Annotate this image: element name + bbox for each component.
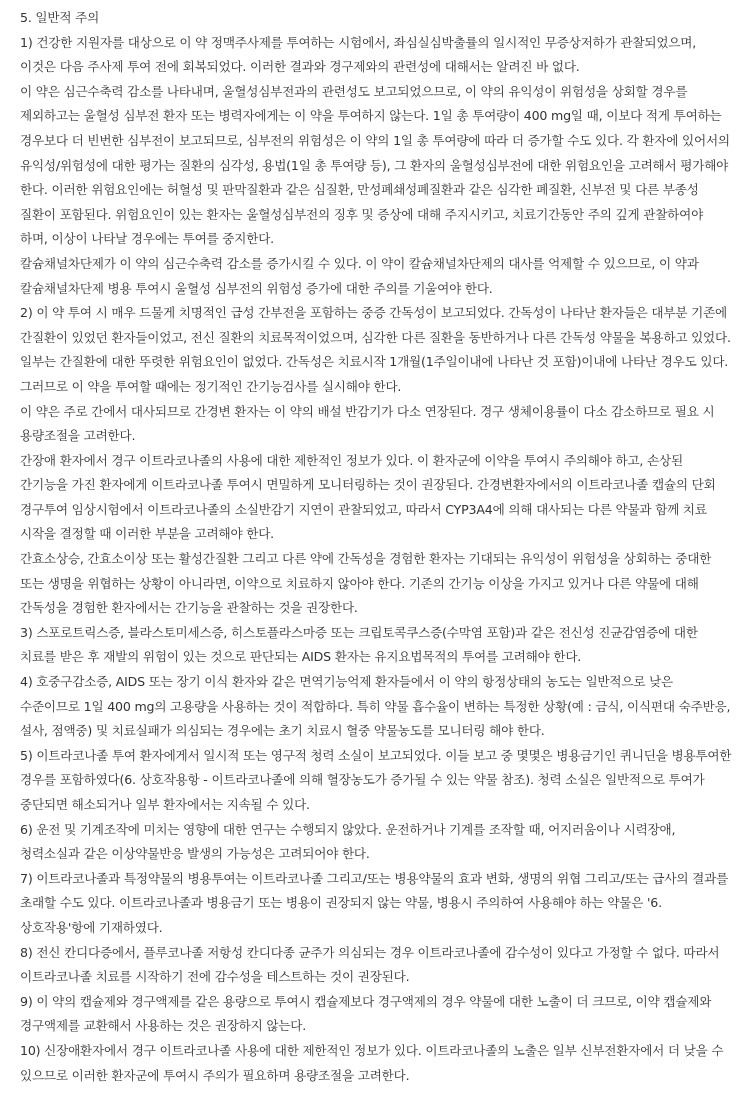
paragraph-10: 10) 신장애환자에서 경구 이트라코나졸 사용에 대한 제한적인 정보가 있다. 이트라코나졸의 노출은 일부 신부전환자에서 더 낮을 수 있으므로 이러한 환자군에 투여시 주의가 필요하며 용량조절을 고려한다. bbox=[20, 1042, 724, 1083]
paragraph-3: 3) 스포로트릭스증, 블라스토미세스증, 히스토플라스마증 또는 크립토콕쿠스증(수막염 포함)과 같은 전신성 진균감염증에 대한 치료를 받은 후 재발의 위험이 있는 것으로 판단되는 AIDS 환자는 유지요법목적의 투여를 고려해야 한다. bbox=[20, 624, 698, 665]
paragraph-2: 2) 이 약 투여 시 매우 드물게 치명적인 급성 간부전을 포함하는 중증 간독성이 보고되었다. 간독성이 나타난 환자들은 대부분 기존에 간질환이 있었던 환자들이었고, 전신 질환의 치료목적이었으며, 심각한 다른 질환을 동반하거나 다른 간독성 약물을 복용하고 있었다. 일부는 간질환에 대한 뚜렷한 위험요인이 없었다. 간독성은 치료시작 1개월(1주일이내에 나타난 것 포함)이내에 나타난 경우도 있다. 그러므로 이 약을 투여할 때에는 정기적인 간기능검사를 실시해야 한다. bbox=[20, 305, 731, 394]
paragraph-liver-enzymes: 간효소상승, 간효소이상 또는 활성간질환 그리고 다른 약에 간독성을 경험한 환자는 기대되는 유익성이 위험성을 상회하는 중대한 또는 생명을 위협하는 상황이 아니라면, 이약으로 치료하지 않아야 한다. 기존의 간기능 이상을 가지고 있거나 다른 약물에 대해 간독성을 경험한 환자에서는 간기능을 관찰하는 것을 권장한다. bbox=[20, 551, 712, 616]
paragraph-5: 5) 이트라코나졸 투여 환자에게서 일시적 또는 영구적 청력 소실이 보고되었다. 이들 보고 중 몇몇은 병용금기인 퀴니딘을 병용투여한 경우를 포함하였다(6. 상호작용항 - 이트라코나졸에 의해 혈장농도가 증가될 수 있는 약물 참조). 청력 소실은 일반적으로 투여가 중단되면 해소되거나 일부 환자에서는 지속될 수 있다. bbox=[20, 747, 732, 812]
paragraph-liver-metabolism: 이 약은 주로 간에서 대사되므로 간경변 환자는 이 약의 배설 반감기가 다소 연장된다. 경구 생체이용률이 다소 감소하므로 필요 시 용량조절을 고려한다. bbox=[20, 403, 715, 444]
paragraph-heart-failure: 이 약은 심근수축력 감소를 나타내며, 울혈성심부전과의 관련성도 보고되었으므로, 이 약의 유익성이 위험성을 상회할 경우를 제외하고는 울혈성 심부전 환자 또는 병력자에게는 이 약을 투여하지 않는다. 1일 총 투여량이 400 mg일 때, 이보다 적게 투여하는 경우보다 더 빈번한 심부전이 보고되므로, 심부전의 위험성은 이 약의 1일 총 투여량에 따라 더 증가할 수도 있다. 각 환자에 있어서의 유익성/위험성에 대한 평가는 질환의 심각성, 용법(1일 총 투여량 등), 그 환자의 울혈성심부전에 대한 위험요인을 고려해서 평가해야 한다. 이러한 위험요인에는 허혈성 및 판막질환과 같은 심질환, 만성폐쇄성폐질환과 같은 심각한 폐질환, 신부전 및 다른 부종성 질환이 포함된다. 위험요인이 있는 환자는 울혈성심부전의 징후 및 증상에 대해 주지시키고, 치료기간동안 주의 깊게 관찰하여야 하며, 이상이 나타날 경우에는 투여를 중지한다. bbox=[20, 83, 730, 247]
paragraph-8: 8) 전신 칸디다증에서, 플루코나졸 저항성 칸디다종 균주가 의심되는 경우 이트라코나졸에 감수성이 있다고 가정할 수 없다. 따라서 이트라코나졸 치료를 시작하기 전에 감수성을 테스트하는 것이 권장된다. bbox=[20, 944, 720, 985]
section-title: 5. 일반적 주의 bbox=[20, 10, 100, 25]
paragraph-4: 4) 호중구감소증, AIDS 또는 장기 이식 환자와 같은 면역기능억제 환자들에서 이 약의 항정상태의 농도는 일반적으로 낮은 수준이므로 1일 400 mg의 고용량을 사용하는 것이 적합하다. 특히 약물 흡수율이 변하는 특정한 상황(예 : 금식, 이식편대 숙주반응, 설사, 점액중) 및 치료실패가 의심되는 경우에는 초기 치료시 혈중 약물농도를 모니터링 해야 한다. bbox=[20, 674, 731, 739]
paragraph-calcium-channel: 칼슘채널차단제가 이 약의 심근수축력 감소를 증가시킬 수 있다. 이 약이 칼슘채널차단제의 대사를 억제할 수 있으므로, 이 약과 칼슘채널차단제 병용 투여시 울혈성 심부전의 위험성 증가에 대한 주의를 기울여야 한다. bbox=[20, 255, 699, 296]
paragraph-6: 6) 운전 및 기계조작에 미치는 영향에 대한 연구는 수행되지 않았다. 운전하거나 기계를 조작할 때, 어지러움이나 시력장애, 청력소실과 같은 이상약물반응 발생의 가능성은 고려되어야 한다. bbox=[20, 821, 676, 862]
paragraph-1: 1) 건강한 지원자를 대상으로 이 약 정맥주사제를 투여하는 시험에서, 좌심실심박출률의 일시적인 무증상저하가 관찰되었으며, 이것은 다음 주사제 투여 전에 회복되었다. 이러한 결과와 경구제와의 관련성에 대해서는 알려진 바 없다. bbox=[20, 34, 697, 75]
paragraph-9: 9) 이 약의 캡슐제와 경구액제를 같은 용량으로 투여시 캡슐제보다 경구액제의 경우 약물에 대한 노출이 더 크므로, 이약 캡슐제와 경구액제를 교환해서 사용하는 것은 권장하지 않는다. bbox=[20, 993, 712, 1034]
paragraph-hepatic-impairment: 간장애 환자에서 경구 이트라코나졸의 사용에 대한 제한적인 정보가 있다. 이 환자군에 이약을 투여시 주의해야 하고, 손상된 간기능을 가진 환자에게 이트라코나졸 투여시 면밀하게 모니터링하는 것이 권장된다. 간경변환자에서의 이트라코나졸 캡슐의 단회 경구투여 임상시험에서 이트라코나졸의 소실반감기 지연이 관찰되었고, 따라서 CYP3A4에 의해 대사되는 다른 약물과 함께 치료 시작을 결정할 때 이러한 부분을 고려해야 한다. bbox=[20, 452, 716, 542]
paragraph-7: 7) 이트라코나졸과 특정약물의 병용투여는 이트라코나졸 그리고/또는 병용약물의 효과 변화, 생명의 위협 그리고/또는 급사의 결과를 초래할 수도 있다. 이트라코나졸과 병용금기 또는 병용이 권장되지 않는 약물, 병용시 주의하여 사용해야 하는 약물은 '6. 상호작용'항에 기재하였다. bbox=[20, 870, 729, 935]
